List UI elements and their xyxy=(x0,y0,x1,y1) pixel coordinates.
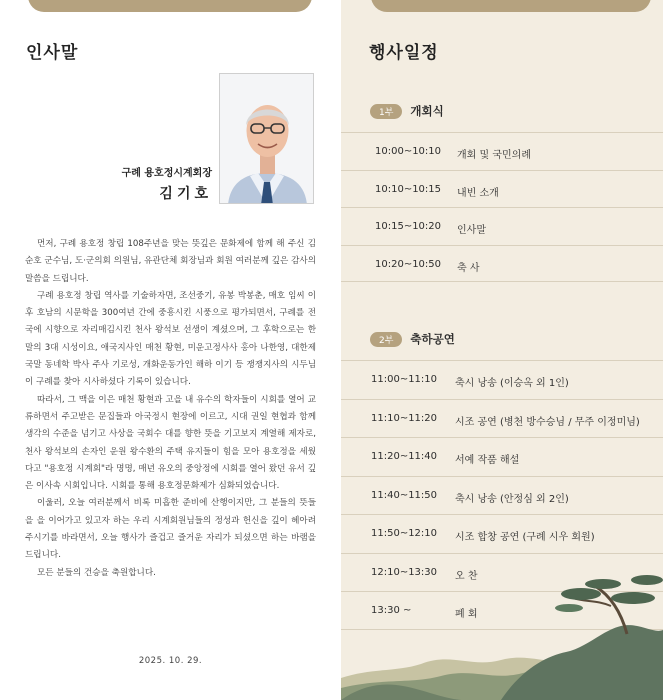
schedule-header-tab xyxy=(371,0,651,12)
schedule-row xyxy=(341,514,663,553)
schedule-desc: 축 사 xyxy=(457,262,480,274)
schedule-row xyxy=(341,207,663,245)
schedule-desc: 서예 작품 해설 xyxy=(455,455,520,466)
schedule-row xyxy=(341,437,663,476)
author-name: 김기호 xyxy=(159,186,212,202)
schedule-desc: 내빈 소개 xyxy=(457,187,499,199)
pine-tree xyxy=(555,575,663,634)
part-1-badge: 1부 xyxy=(370,104,402,119)
schedule-desc: 인사말 xyxy=(457,225,486,236)
schedule-time: 11:10~11:20 xyxy=(371,412,438,424)
schedule-time: 10:00~10:10 xyxy=(375,146,442,157)
letter-paragraph: 따라서, 그 맥을 이은 매천 황현과 고을 내 유수의 학자들이 시회를 열어 교류하면서 주고받은 문집들과 아국정시 현장에 이르고, 시대 권일 현협과 함께 생각의 수준을 넘기고 사상을 국회수 대를 향한 뜻을 기고보지 계열해 제자로, 천사 왕석보의 손자인 운원 왕수환의 주택 유지들이 힘을 모아 용호정을 세웠다고 "용호정 시계회"라 명명, 매년 유오의 중앙정에 시회를 열어 왔던 유서 깊은 이사속 시회입니다. 시회를 통해 용호정문화제가 심화되었습니다. xyxy=(25,394,316,492)
schedule-time: 11:40~11:50 xyxy=(371,489,438,501)
schedule-time: 12:10~13:30 xyxy=(371,566,438,578)
schedule-desc: 시조 합창 공연 (구례 시우 회원) xyxy=(455,532,595,543)
schedule-desc: 개회 및 국민의례 xyxy=(457,150,531,161)
schedule-desc: 시조 공연 (병천 방수승님 / 무주 이정미님) xyxy=(455,416,640,428)
schedule-row xyxy=(341,360,663,399)
letter-date: 2025. 10. 29. xyxy=(138,656,203,666)
schedule-row xyxy=(341,476,663,515)
letter-paragraph: 이울러, 오늘 여러분께서 비록 미흡한 준비에 산행이지만, 그 분들의 뜻들을 을 이어가고 있고자 하는 우리 시계회원님들의 정성과 헌신을 깊이 헤아려 주시기를 바라면서, 오늘 행사가 즐겁고 즐거운 자리가 되셨으면 하는 바램을 드립니다. xyxy=(25,498,316,561)
schedule-title: 행사일정 xyxy=(369,43,439,63)
schedule-time: 11:00~11:10 xyxy=(371,374,438,385)
schedule-row xyxy=(341,399,663,438)
schedule-time: 10:10~10:15 xyxy=(375,183,442,195)
schedule-desc: 축시 낭송 (안정심 외 2인) xyxy=(455,493,569,505)
letter-paragraph: 모든 분들의 건승을 축원합니다. xyxy=(37,567,156,578)
portrait-illustration xyxy=(220,74,314,204)
landscape-illustration xyxy=(341,560,663,700)
author-role: 구례 용호정시계회장 xyxy=(121,168,212,179)
letter-paragraph: 먼저, 구례 용호정 창립 108주년을 맞는 뜻깊은 문화제에 함께 해 주신 김순호 군수님, 도·군의회 의원님, 유관단체 회장님과 회원 여러분께 깊은 감사의 말씀을 드립니다. xyxy=(25,239,316,284)
schedule-desc: 축시 낭송 (이승옥 외 1인) xyxy=(455,378,569,389)
part-1-header xyxy=(370,103,444,119)
greeting-title: 인사말 xyxy=(26,43,79,63)
part-1-title: 개회식 xyxy=(410,104,444,118)
schedule-panel xyxy=(341,0,663,700)
schedule-time: 10:15~10:20 xyxy=(375,221,442,232)
schedule-row xyxy=(341,132,663,170)
part-2-header xyxy=(370,331,455,347)
schedule-desc: 폐 회 xyxy=(455,609,478,620)
schedule-time: 10:20~10:50 xyxy=(375,258,442,270)
schedule-row xyxy=(341,170,663,208)
schedule-time: 11:50~12:10 xyxy=(371,528,438,539)
schedule-time: 11:20~11:40 xyxy=(371,451,438,462)
author-photo xyxy=(219,73,314,204)
part-2-badge: 2부 xyxy=(370,332,402,347)
part-1-schedule xyxy=(341,132,663,282)
schedule-time: 13:30 ~ xyxy=(371,605,412,616)
schedule-row xyxy=(341,245,663,283)
schedule-desc: 오 찬 xyxy=(455,570,478,582)
letter-paragraph: 구례 용호정 창립 역사를 기술하자면, 조선중기, 유봉 박봉춘, 매호 임씨 이후 호남의 시문학을 300여년 간에 중흥시킨 시풍으로 평가되면서, 구례를 전국에 시향으로 자리매김시킨 천사 왕석보 선생이 계셨으며, 그 후학으로는 한말의 3대 시성이요, 애국지사인 매천 황현, 미운고정사사 홍아 나한영, 대한제국말 동네학 박사 주사 기로성, 개화운동가인 해하 이기 등 쟁쟁지사의 시두님이 구례를 찾아 시사하셨다 기록이 있습니다. xyxy=(25,290,316,388)
greeting-header-tab xyxy=(28,0,312,12)
greeting-letter xyxy=(25,236,316,582)
part-2-title: 축하공연 xyxy=(410,332,455,346)
